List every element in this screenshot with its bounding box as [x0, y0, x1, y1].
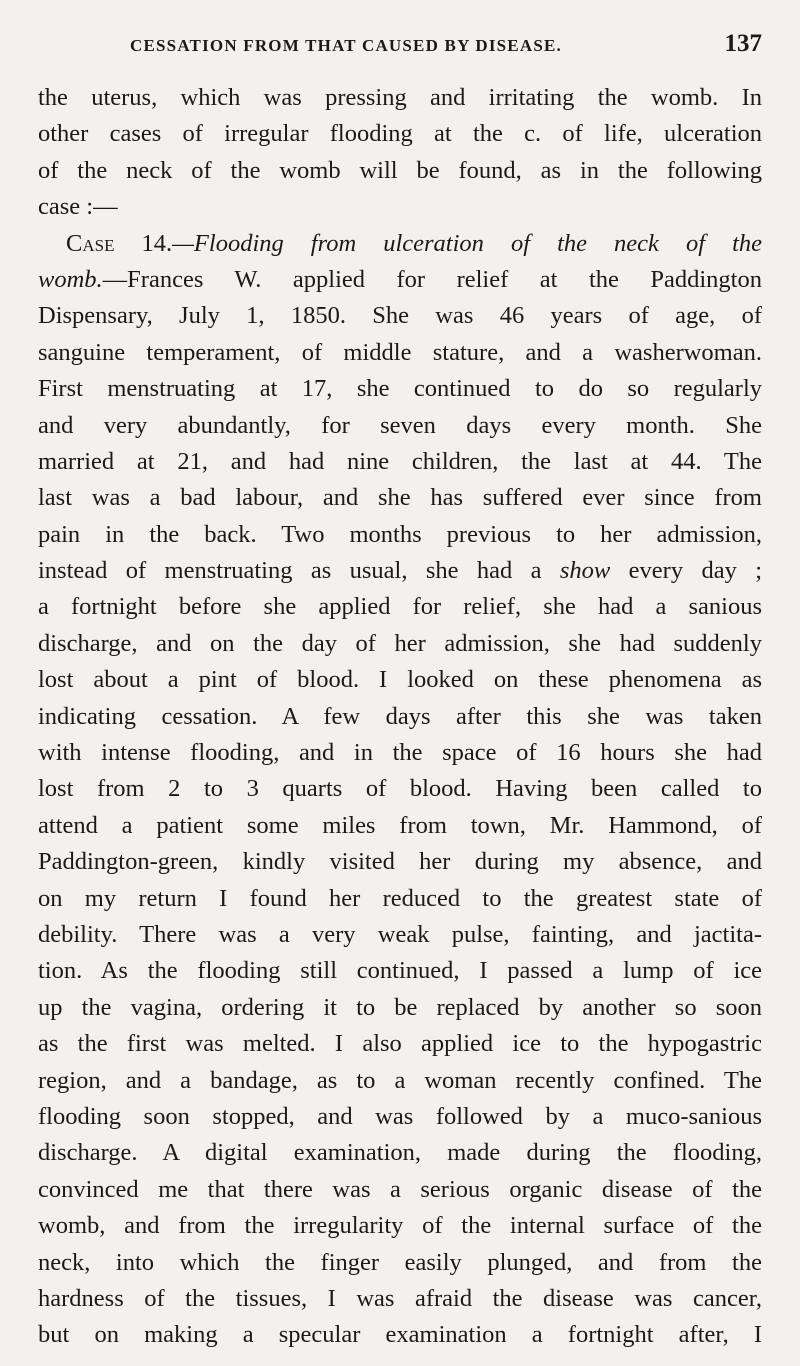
text-line: the uterus, which was pressing and irritating the womb. In	[38, 84, 762, 111]
text-line: convinced me that there was a serious organic disease of the	[38, 1175, 762, 1203]
text-line: tion. As the flooding still continued, I passed a lump of ice	[38, 957, 762, 985]
page-number: 137	[724, 30, 762, 57]
text-line	[38, 553, 762, 589]
text-line: of the neck of the womb will be found, as in the following	[38, 156, 762, 184]
text-line: married at 21, and had nine children, the last at 44. The	[38, 447, 762, 475]
text-span: instead of menstruating as usual, she had a	[38, 557, 560, 585]
text-line: Paddington-green, kindly visited her during my absence, and	[38, 848, 762, 876]
running-head	[130, 30, 762, 70]
text-line: on my return I found her reduced to the greatest state of	[38, 884, 762, 912]
text-line: discharge, and on the day of her admission, she had suddenly	[38, 629, 762, 657]
text-line: debility. There was a very weak pulse, fainting, and jactita-	[38, 920, 762, 948]
text-line: but on making a specular examination a fortnight after, I	[38, 1321, 762, 1349]
text-line: as the first was melted. I also applied ice to the hypogastric	[38, 1030, 762, 1058]
text-line: lost about a pint of blood. I looked on these phenomena as	[38, 666, 762, 694]
text-line: and very abundantly, for seven days every month. She	[38, 411, 762, 439]
text-line: indicating cessation. A few days after this she was taken	[38, 702, 762, 730]
text-line: womb, and from the irregularity of the internal surface of the	[38, 1212, 762, 1240]
text-line: Dispensary, July 1, 1850. She was 46 years of age, of	[38, 302, 762, 330]
running-title: CESSATION FROM THAT CAUSED BY DISEASE.	[130, 36, 562, 55]
text-line: up the vagina, ordering it to be replaced by another so soon	[38, 993, 762, 1021]
case-number: Case 14.	[66, 229, 173, 257]
case-title-end: womb.	[38, 265, 103, 293]
text-span: every day ;	[610, 557, 762, 585]
text-line: other cases of irregular flooding at the c. of life, ulceration	[38, 120, 762, 148]
text-line: First menstruating at 17, she continued to do so regularly	[38, 375, 762, 403]
text-line: with intense flooding, and in the space of 16 hours she had	[38, 739, 762, 767]
text-line: last was a bad labour, and she has suffered ever since from	[38, 484, 762, 512]
text-line: region, and a bandage, as to a woman recently confined. The	[38, 1066, 762, 1094]
text-line: hardness of the tissues, I was afraid the disease was cancer,	[38, 1284, 762, 1312]
text-span: —Frances W. applied for relief at the Paddington	[102, 265, 762, 293]
text-line: sanguine temperament, of middle stature, and a washerwoman.	[38, 338, 762, 366]
text-line: neck, into which the finger easily plunged, and from the	[38, 1248, 762, 1276]
case-heading-line	[38, 226, 762, 262]
case-title: —Flooding from ulceration of the neck of the	[172, 229, 762, 257]
emphasis-show: show	[559, 557, 611, 585]
text-line: flooding soon stopped, and was followed by a muco-sanious	[38, 1102, 762, 1130]
text-line	[38, 262, 762, 298]
text-line: pain in the back. Two months previous to her admission,	[38, 520, 762, 548]
body-text	[38, 80, 762, 1354]
text-line: attend a patient some miles from town, Mr. Hammond, of	[38, 811, 762, 839]
text-line: lost from 2 to 3 quarts of blood. Having been called to	[38, 775, 762, 803]
text-line: discharge. A digital examination, made during the flooding,	[38, 1139, 762, 1167]
text-line: case :—	[38, 193, 118, 221]
text-line: a fortnight before she applied for relief, she had a sanious	[38, 593, 762, 621]
